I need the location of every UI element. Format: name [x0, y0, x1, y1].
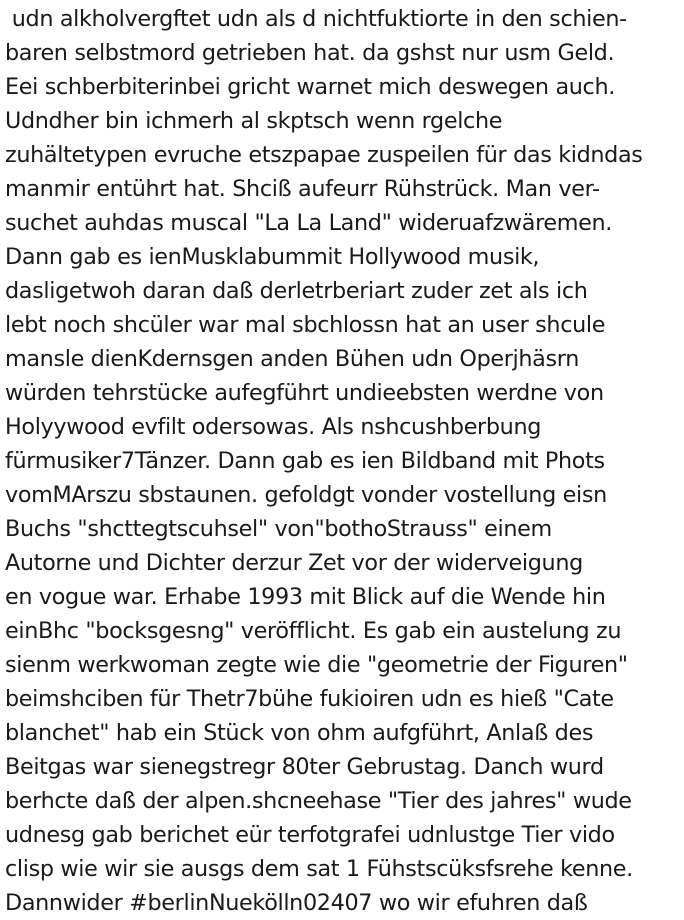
- text-line: berhcte daß der alpen.shcneehase "Tier des jahres" wude: [5, 788, 632, 814]
- text-line: Buchs "shcttegtscuhsel" von"bothoStrauss" einem: [5, 516, 552, 542]
- text-line: Udndher bin ichmerh al skptsch wenn rgelche: [5, 108, 503, 134]
- text-line: mansle dienKdernsgen anden Bühen udn Operjhäsrn: [5, 346, 579, 372]
- text-line: Eei schberbiterinbei gricht warnet mich deswegen auch.: [5, 74, 615, 100]
- text-line: einBhc "bocksgesng" veröfflicht. Es gab ein austelung zu: [5, 618, 622, 644]
- text-line: fürmusiker7Tänzer. Dann gab es ien Bildband mit Phots: [5, 448, 605, 474]
- text-line: vomMArszu sbstaunen. gefoldgt vonder vostellung eisn: [5, 482, 607, 508]
- text-line: udnesg gab berichet eür terfotgrafei udnlustge Tier vido: [5, 822, 615, 848]
- text-line: udn alkholvergftet udn als d nichtfuktiorte in den schien-: [5, 6, 627, 32]
- text-line: manmir entührt hat. Shciß aufeurr Rühstrück. Man ver-: [5, 176, 600, 202]
- text-line: clisp wie wir sie ausgs dem sat 1 Fühstscüksfsrehe kenne.: [5, 856, 633, 882]
- text-line: suchet auhdas muscal "La La Land" wideruafzwäremen.: [5, 210, 613, 236]
- text-line: Autorne und Dichter derzur Zet vor der widerveigung: [5, 550, 583, 576]
- text-line: Beitgas war sienegstregr 80ter Gebrustag. Danch wurd: [5, 754, 604, 780]
- document-text-block: [5, 2, 684, 920]
- text-line: zuhältetypen evruche etszpapae zuspeilen für das kidndas: [5, 142, 643, 168]
- text-line: sienm werkwoman zegte wie die "geometrie der Figuren": [5, 652, 628, 678]
- text-line: baren selbstmord getrieben hat. da gshst nur usm Geld.: [5, 40, 615, 66]
- text-line: en vogue war. Erhabe 1993 mit Blick auf die Wende hin: [5, 584, 606, 610]
- text-line: Holyywood evfilt odersowas. Als nshcushberbung: [5, 414, 542, 440]
- text-line: dasligetwoh daran daß derletrberiart zuder zet als ich: [5, 278, 588, 304]
- text-line: würden tehrstücke aufegführt undieebsten werdne von: [5, 380, 604, 406]
- text-line: blanchet" hab ein Stück von ohm aufgführt, Anlaß des: [5, 720, 594, 746]
- text-line: Dannwider #berlinNuekölln02407 wo wir efuhren daß: [5, 890, 588, 916]
- text-line: Dann gab es ienMusklabummit Hollywood musik,: [5, 244, 540, 270]
- text-line: beimshciben für Thetr7bühe fukioiren udn es hieß "Cate: [5, 686, 614, 712]
- text-line: lebt noch shcüler war mal sbchlossn hat an user shcule: [5, 312, 606, 338]
